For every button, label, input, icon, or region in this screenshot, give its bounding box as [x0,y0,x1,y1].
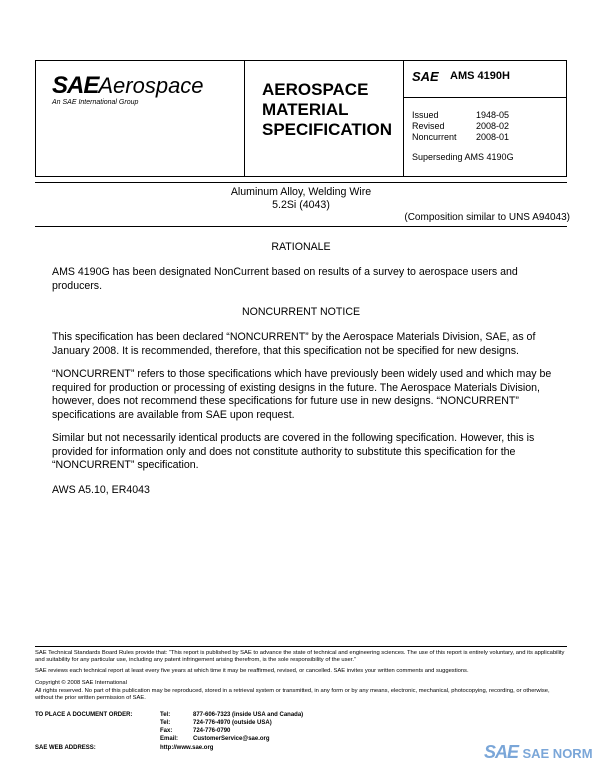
watermark-text: SAE NORM [522,746,593,761]
web-link[interactable]: http://www.sae.org [160,745,214,751]
noncurrent-label: Noncurrent [412,132,457,142]
notice-paragraph-3: Similar but not necessarily identical products are covered in the following specification. However, this is provided for information only and does not constitute authority to substitute this specification for the “NONCURRENT” specification. [52,432,535,471]
fax-value: 724-776-0790 [193,728,231,734]
watermark-sae-logo: SAE [484,742,519,762]
corner-sae-logo: SAE [412,69,439,84]
issued-label: Issued [412,110,439,120]
spec-title [262,80,392,140]
footer-rule [35,646,567,647]
notice-paragraph-2: “NONCURRENT” refers to those specifications which have previously been widely used and which may be required for production or processing of existing designs in the future. The Aerospace Materials Division, however, does not recommend these specifications for future use in new designs. “NONCURRENT” specifications are available from SAE upon request. [52,368,552,421]
subject-line3: (Composition similar to UNS A94043) [404,212,570,223]
rationale-heading: RATIONALE [271,241,331,253]
revised-label: Revised [412,121,445,131]
subject-bottom-rule [35,226,567,227]
reference-spec: AWS A5.10, ER4043 [52,484,150,496]
sae-aerospace-logo [52,72,204,100]
sae-norm-watermark [484,742,593,764]
email-value[interactable]: CustomerService@sae.org [193,736,270,742]
superseding-text: Superseding AMS 4190G [412,152,514,162]
notice-paragraph-1: This specification has been declared “NONCURRENT” by the Aerospace Materials Division, SAE, as of January 2008. It is recommended, therefore, that this specification not be specified for new designs. [52,331,536,357]
subject-line2: 5.2Si (4043) [272,199,330,211]
spec-title-line2: MATERIAL [262,100,349,119]
noncurrent-value: 2008-01 [476,132,510,142]
email-label: Email: [160,736,179,742]
spec-title-line1: AEROSPACE [262,80,369,99]
order-label: TO PLACE A DOCUMENT ORDER: [35,712,133,718]
tel2-label: Tel: [160,720,171,726]
footer-rights-text: All rights reserved. No part of this publication may be reproduced, stored in a retrieval system or transmitted, in any form or by any means, electronic, mechanical, photocopying, recording, or otherwise, without the prior written permission of SAE. [35,688,550,702]
subject-line1: Aluminum Alloy, Welding Wire [230,186,372,198]
footer-rules-text: SAE Technical Standards Board Rules provide that: “This report is published by SAE to advance the state of technical and engineering sciences. The use of this report is entirely voluntary, and its applicability and suitability for any particular use, including any patent infringement arising therefrom, is the sole responsibility of the user.” [35,650,565,664]
logo-aerospace-text: Aerospace [98,73,204,98]
web-label: SAE WEB ADDRESS: [35,745,96,751]
header-divider-2 [403,60,404,177]
footer-copyright: Copyright © 2008 SAE International [35,680,127,686]
doc-number: AMS 4190H [450,70,510,82]
noncurrent-notice-heading: NONCURRENT NOTICE [241,306,361,318]
tel-label: Tel: [160,712,171,718]
spec-title-line3: SPECIFICATION [262,120,393,139]
header-divider-3 [404,97,567,98]
header-divider-1 [244,60,245,177]
logo-sae-text: SAE [52,72,99,99]
issued-value: 1948-05 [476,110,510,120]
logo-subtitle: An SAE International Group [52,99,139,106]
footer-review-text: SAE reviews each technical report at least every five years at which time it may be reaffirmed, revised, or cancelled. SAE invites your written comments and suggestions. [35,668,469,674]
revised-value: 2008-02 [476,121,510,131]
subject-top-rule [35,182,567,183]
tel-value: 877-606-7323 (inside USA and Canada) [193,712,304,718]
fax-label: Fax: [160,728,173,734]
tel2-value: 724-776-4970 (outside USA) [193,720,272,726]
rationale-text: AMS 4190G has been designated NonCurrent based on results of a survey to aerospace users and producers. [52,266,518,292]
